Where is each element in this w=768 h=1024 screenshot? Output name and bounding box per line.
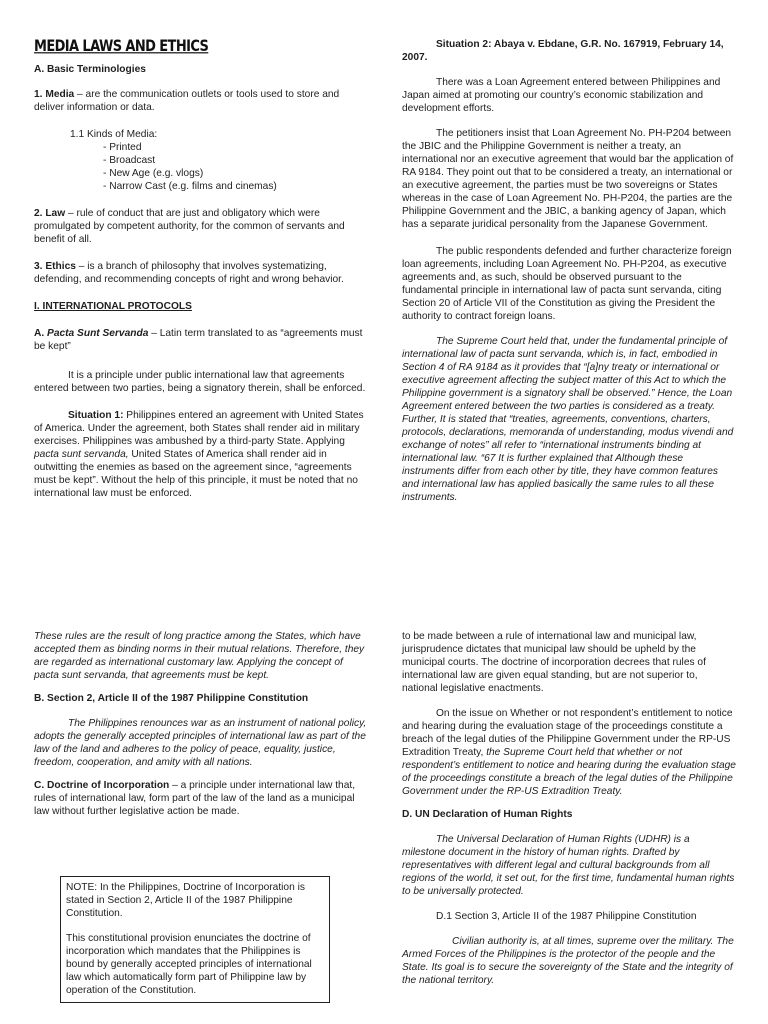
section-2-text: The Philippines renounces war as an instrument of national policy, adopts the generally accepted principles of international law as part of the law of the land and adheres to the policy of peace, equality, justice, freedom, cooperation, and amity with all nations. [34,718,367,768]
situation-1-text-a: Philippines entered an agreement with United States of America. Under the agreement, both States shall render aid in military exercises. Philippines was ambushed by a third-party State. Applying [34,410,364,447]
situation-2-p2: The petitioners insist that Loan Agreement No. PH-P204 between the JBIC and the Philippine Government is neither a treaty, an international nor an executive agreement that would bar the application of RA 9184. They point out that to be considered a treaty, an international or an executive agreement, the parties must be two sovereigns or States whereas in the case of Loan Agreement No. PH-P204, the parties are the Philippine Government and the JBIC, a banking agency of Japan, which has a separate juridical personality from the Japanese Government. [402,128,734,230]
page-title: MEDIA LAWS AND ETHICS [34,37,209,56]
doctrine-def: – a principle under international law that, rules of international law, form part of the law of the land as a municipal law without further legislative action be made. [34,780,356,817]
d1-heading: D.1 Section 3, Article II of the 1987 Philippine Constitution [436,911,697,922]
pacta-term: Pacta Sunt Servanda [47,328,149,339]
issue-text: On the issue on Whether or not respondent’s entitlement to notice and hearing during the evaluation stage of the proceedings constitute a breach of the legal duties of the Philippine Government under the RP-US Extradition Treaty, [402,708,733,758]
rules-paragraph: These rules are the result of long practice among the States, which have accepted them as binding norms in their mutual relations. Therefore, they are regarded as international customary law. Applying the concept of pacta sunt servanda, that agreements must be kept. [34,631,365,681]
media-def: – are the communication outlets or tools used to store and deliver information or data. [34,89,340,113]
situation-1-paragraph [34,409,368,500]
situation-1-label: Situation 1: [68,410,124,421]
situation-2-heading-text: Situation 2: Abaya v. Ebdane, G.R. No. 167919, February 14, 2007. [402,39,724,63]
situation-1-italic: pacta sunt servanda, [34,449,129,460]
kind-item: - Printed [103,142,142,153]
situation-2-p3: The public respondents defended and further characterize foreign loan agreements, including Loan Agreement No. PH-P204, as executive agreements and, as such, should be observed pursuant to the fundamental principle in international law of pacta sunt servanda, citing Section 20 of Article VII of the Constitution as giving the President the authority to contract foreign loans. [402,246,732,322]
right-top-column [402,38,736,504]
situation-1-text-b: United States of America shall render aid in outwitting the enemies as based on the agreement since, “agreements must be kept”. Without the help of this principle, it must be noted that no international law must be enforced. [34,449,358,499]
note-paragraph-1: NOTE: In the Philippines, Doctrine of Incorporation is stated in Section 2, Article II of the 1987 Philippine Constitution. [66,882,305,919]
kind-item: - Narrow Cast (e.g. films and cinemas) [103,181,277,192]
note-box [60,876,330,1003]
doctrine-term: C. Doctrine of Incorporation [34,780,170,791]
pacta-prefix: A. [34,328,48,339]
pacta-def: – Latin term translated to as “agreements must be kept” [34,328,363,352]
situation-2-p1: There was a Loan Agreement entered between Philippines and Japan aimed at promoting our country’s economic stabilization and development efforts. [402,77,721,114]
doctrine-of-incorporation [34,779,368,818]
continuation-paragraph: to be made between a rule of international law and municipal law, jurisprudence dictates that municipal law should be upheld by the municipal courts. The doctrine of incorporation decrees that rules of international law are given equal standing, but are not superior to, national legislative enactments. [402,631,706,694]
pacta-definition [34,327,368,353]
kinds-heading: 1.1 Kinds of Media: [70,129,158,140]
ethics-definition [34,260,368,286]
law-def: – rule of conduct that are just and obligatory which were promulgated by competent authority, for the common of servants and benefit of all. [34,208,345,245]
issue-holding: the Supreme Court held that whether or not respondent’s entitlement to notice and hearing during the evaluation stage of the proceedings constitute a breach of the legal duties of the Philippine Government under the RP-US Extradition Treaty. [402,747,736,797]
d1-text: Civilian authority is, at all times, supreme over the military. The Armed Forces of the Philippines is the protector of the people and the State. Its goal is to secure the sovereignty of the State and the integrity of the national territory. [402,936,734,986]
left-bottom-column [34,630,368,818]
kind-item: - Broadcast [103,155,156,166]
left-top-column [34,39,368,500]
principle-paragraph: It is a principle under public international law that agreements entered between two parties, being a signatory therein, shall be enforced. [34,370,366,394]
situation-2-heading [402,38,736,64]
ethics-def: – is a branch of philosophy that involves systematizing, defending, and recommending concepts of right and wrong behavior. [34,261,344,285]
media-definition [34,88,368,114]
udhr-heading: D. UN Declaration of Human Rights [402,809,573,820]
right-bottom-column [402,630,736,987]
ethics-term: 3. Ethics [34,261,76,272]
udhr-text: The Universal Declaration of Human Rights (UDHR) is a milestone document in the history of human rights. Drafted by representatives with different legal and cultural backgrounds from all regions of the world, it set out, for the first time, fundamental human rights to be universally protected. [402,834,735,897]
basic-terminologies-heading: A. Basic Terminologies [34,64,146,75]
international-protocols-heading: I. INTERNATIONAL PROTOCOLS [34,301,192,312]
media-term: 1. Media [34,89,75,100]
kinds-of-media [34,128,368,193]
section-2-heading: B. Section 2, Article II of the 1987 Philippine Constitution [34,693,309,704]
issue-paragraph [402,707,736,798]
note-paragraph-2: This constitutional provision enunciates the doctrine of incorporation which mandates that the Philippines is bound by generally accepted principles of international law which automatically form part of Philippine law by operation of the Constitution. [66,933,312,996]
kind-item: - New Age (e.g. vlogs) [103,168,204,179]
law-term: 2. Law [34,208,66,219]
law-definition [34,207,368,246]
situation-2-p4: The Supreme Court held that, under the fundamental principle of international law of pacta sunt servanda, which is, in fact, embodied in Section 4 of RA 9184 as it provides that “[a]ny treaty or international or executive agreement affecting the subject matter of this Act to which the Philippine government is a signatory shall be observed.” Hence, the Loan Agreement entered between the two parties is considered as a treaty. Further, It is stated that “treaties, agreements, conventions, charters, protocols, declarations, memoranda of understanding, modus vivendi and exchange of notes” all refer to “international instruments binding at international law. “67 It is further explained that Although these instruments differ from each other by title, they have common features and international law has applied basically the same rules to all these instruments. [402,336,734,503]
